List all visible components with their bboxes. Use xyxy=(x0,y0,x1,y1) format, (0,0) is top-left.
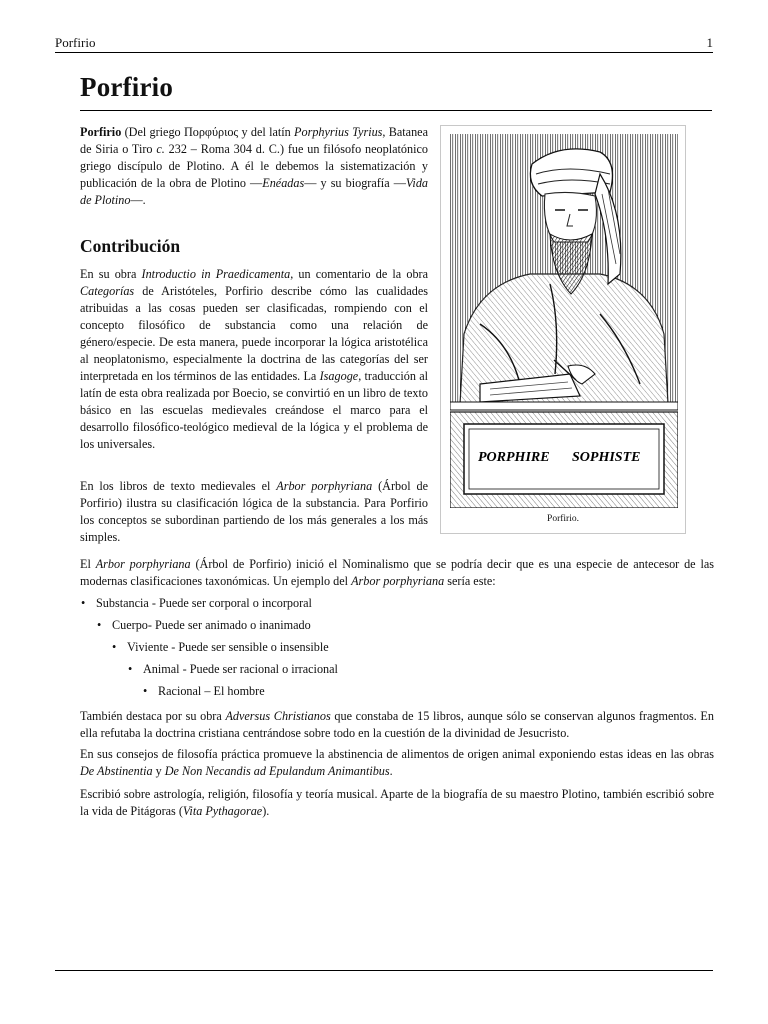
list-item: • Racional – El hombre xyxy=(158,684,265,699)
list-item: • Substancia - Puede ser corporal o incorporal xyxy=(96,596,312,611)
title-divider xyxy=(80,110,712,111)
list-item: • Animal - Puede ser racional o irracional xyxy=(143,662,338,677)
section-heading-contribucion: Contribución xyxy=(80,236,181,256)
latin-name: Porphyrius Tyrius xyxy=(294,125,383,139)
greek-name: Πορφύριος xyxy=(183,125,239,139)
subject-name: Porfirio xyxy=(80,125,122,139)
running-title: Porfirio xyxy=(55,35,96,50)
page-number: 1 xyxy=(706,35,713,50)
enneads-ref: Enéadas xyxy=(262,176,305,190)
running-header xyxy=(55,34,713,53)
porphyry-engraving-image xyxy=(450,134,678,508)
engraving-label-right: SOPHISTE xyxy=(572,450,641,465)
page-title: Porfirio xyxy=(80,72,174,102)
abstinence-paragraph: En sus consejos de filosofía práctica promueve la abstinencia de alimentos de origen animal exponiendo estas ideas en las obras De Abstinentia y De Non Necandis ad Epulandum Animantibus. xyxy=(80,747,714,778)
contribution-paragraph-1: En su obra Introductio in Praedicamenta, un comentario de la obra Categorías de Aristóteles, Porfirio describe cómo las cualidades atribuidas a las cosas pueden ser clasificadas, rompiendo con el concepto filosófico de substancia como una relación de género/especie. De esta manera, puede incorporar la lógica aristotélica al neoplatonismo, especialmente la doctrina de las categorías del ser interpretada en los términos de las entidades. La Isagoge, traducción al latín de esta obra realizada por Boecio, se convirtió en un libro de texto básico en las escuelas medievales creándose el marco para el desarrollo filosófico-teológico medieval de la lógica y el problema de los universales. xyxy=(80,267,429,451)
contribution-paragraph-2: En los libros de texto medievales el Arbor porphyriana (Árbol de Porfirio) ilustra su clasificación lógica de la substancia. Para Porfirio los conceptos se subordinan partiendo de los más generales a los más simples. xyxy=(80,479,428,544)
figure-caption: Porfirio. xyxy=(547,514,579,524)
list-item: • Viviente - Puede ser sensible o insensible xyxy=(127,640,329,655)
engraving-label-left: PORPHIRE xyxy=(478,450,550,465)
vida-ref: Vida de Plotino xyxy=(80,176,429,207)
nominalism-paragraph: El Arbor porphyriana (Árbol de Porfirio) inició el Nominalismo que se podría decir que es una especie de antecesor de las modernas clasificaciones taxonómicas. Un ejemplo del Arbor porphyriana sería este: xyxy=(80,557,714,588)
portrait-figure xyxy=(440,125,686,534)
intro-paragraph: Porfirio (Del griego Πορφύριος y del latín Porphyrius Tyrius, Batanea de Siria o Tiro c. 232 – Roma 304 d. C.) fue un filósofo neoplatónico griego discípulo de Plotino. A él le debemos la sistematización y publicación de la obra de Plotino —Enéadas— y su biografía —Vida de Plotino—. xyxy=(80,125,429,207)
list-item: • Cuerpo- Puede ser animado o inanimado xyxy=(112,618,311,633)
footer-divider xyxy=(55,970,713,971)
writings-paragraph: Escribió sobre astrología, religión, filosofía y teoría musical. Aparte de la biografía de su maestro Plotino, también escribió sobre la vida de Pitágoras (Vita Pythagorae). xyxy=(80,787,714,818)
adversus-paragraph: También destaca por su obra Adversus Christianos que constaba de 15 libros, aunque sólo se conservan algunos fragmentos. En ella refutaba la doctrina cristiana centrándose sobre todo en la cuestión de la divinidad de Jesucristo. xyxy=(80,709,714,740)
